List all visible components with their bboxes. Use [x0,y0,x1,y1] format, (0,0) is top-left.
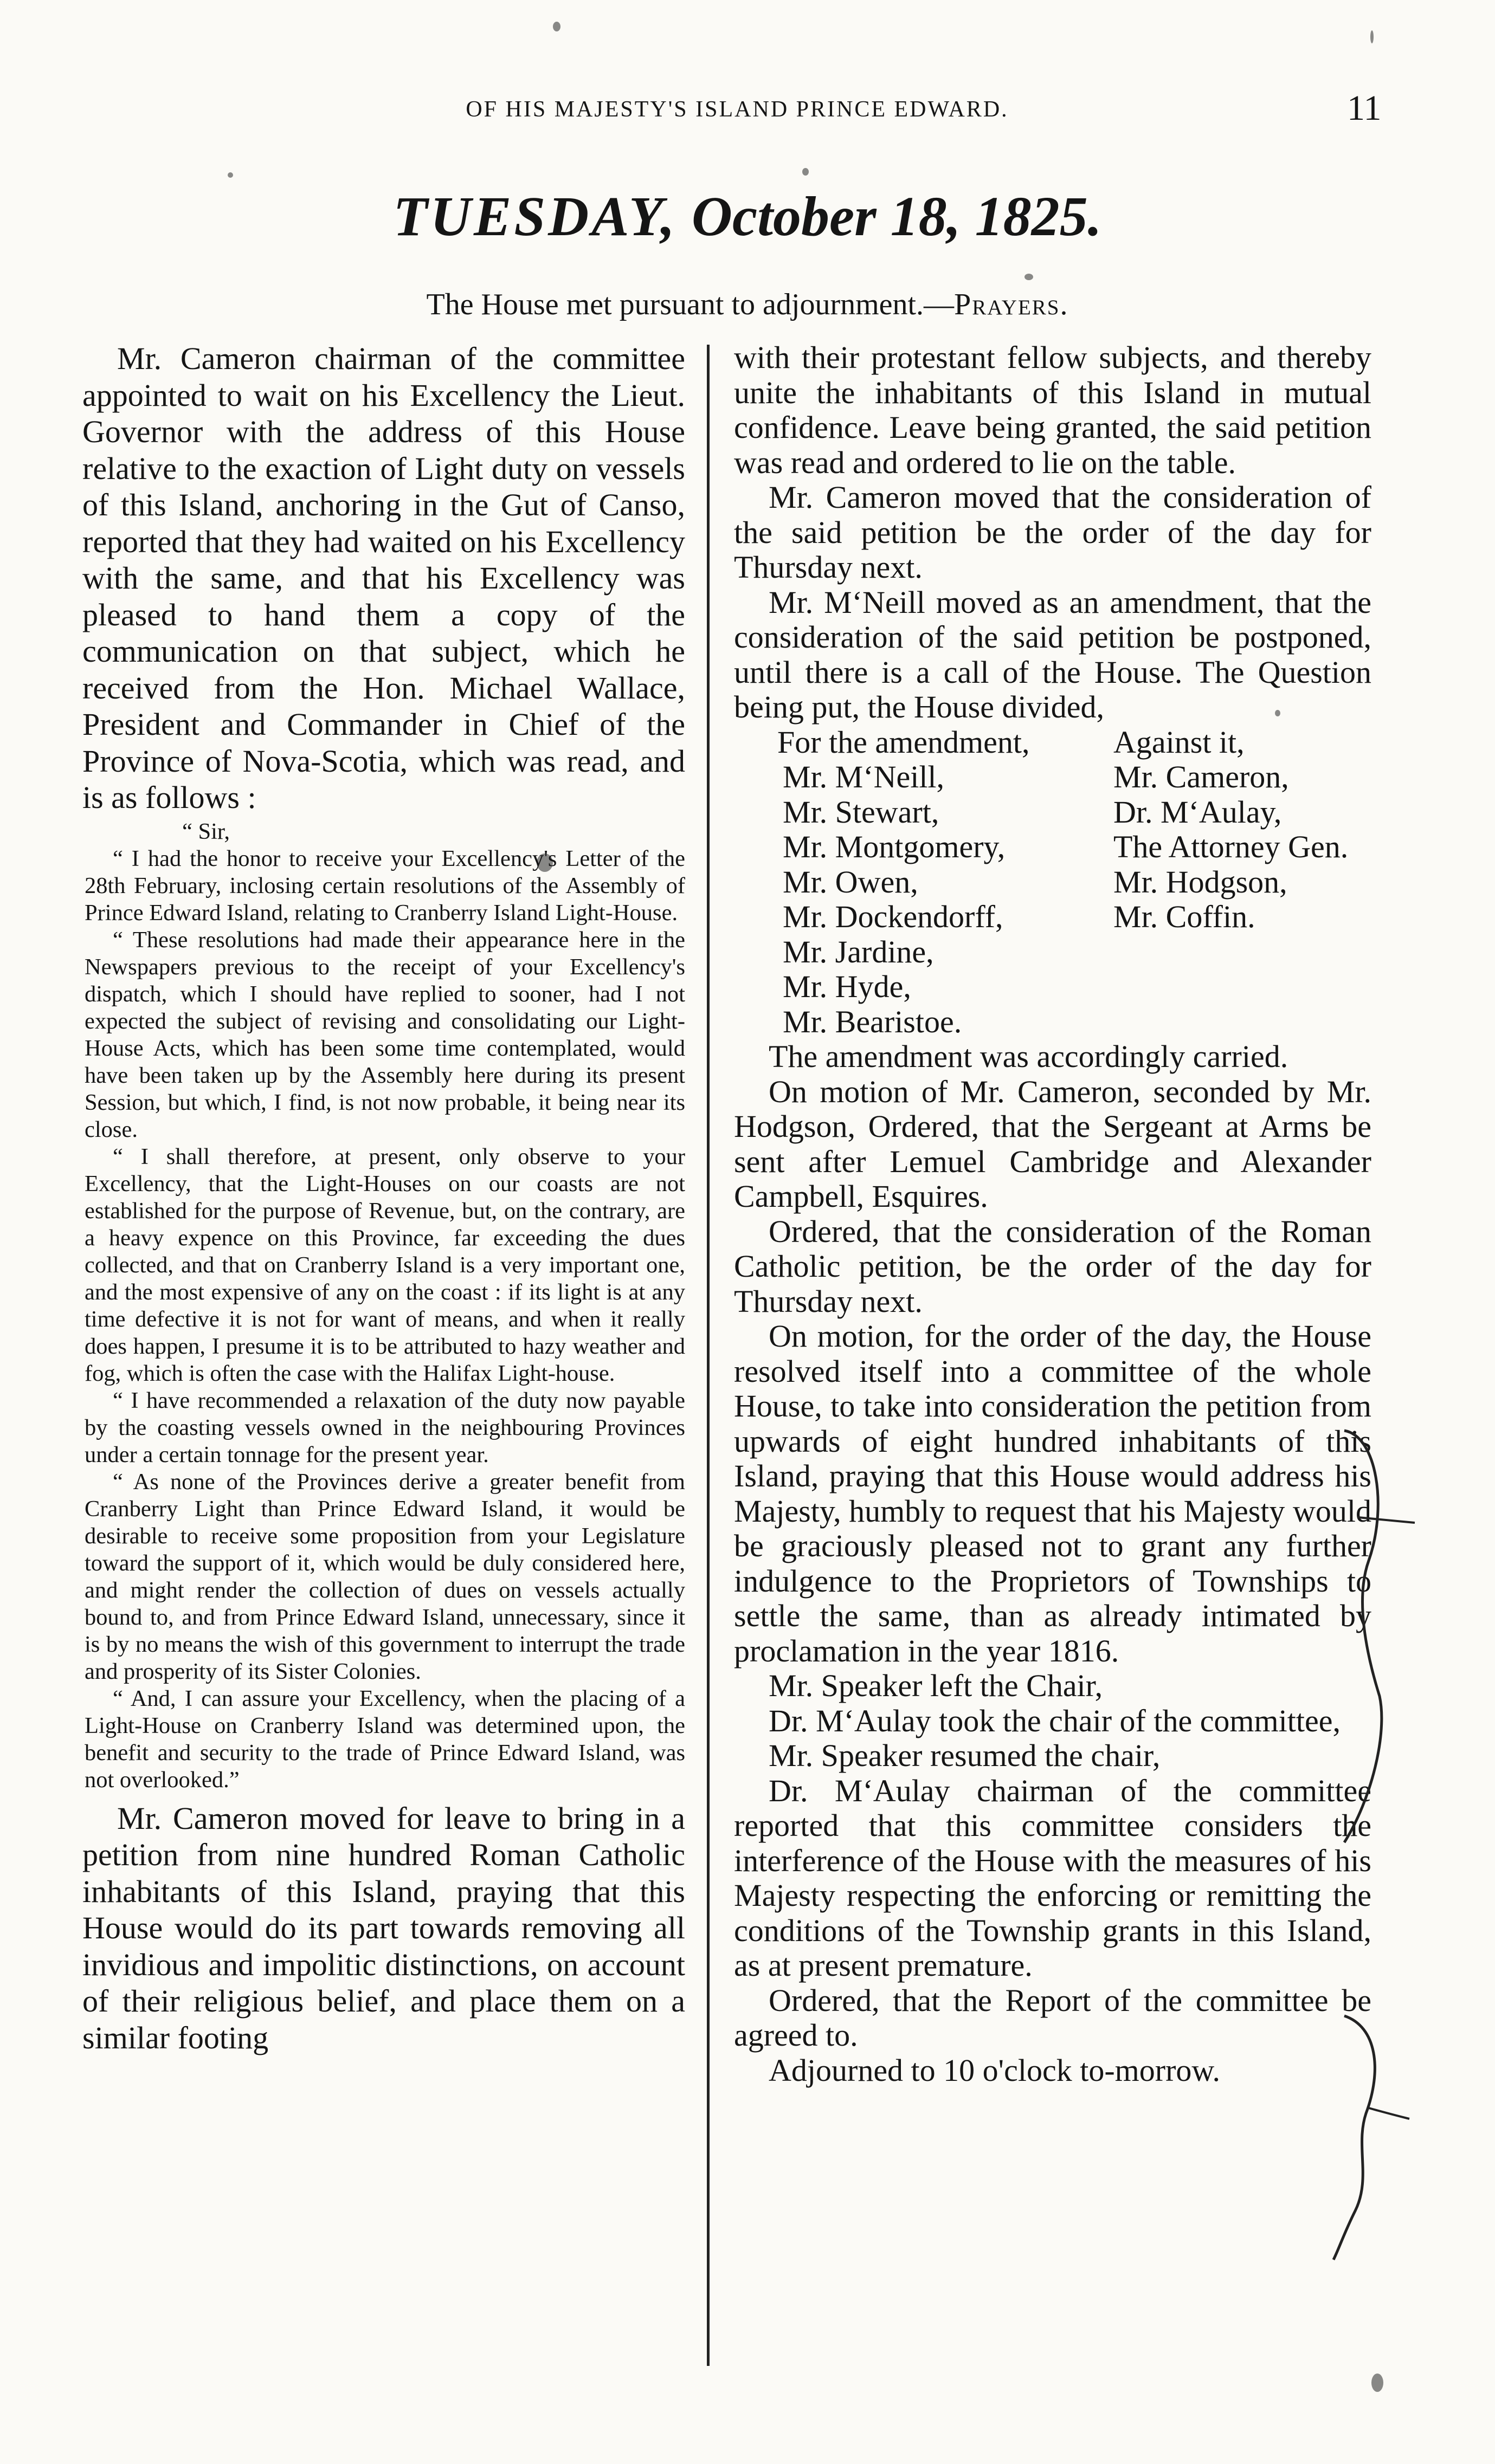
letter-paragraph: “ These resolutions had made their appearance here in the Newspapers previous to the receipt of your Excellency's dispatch, which I should have replied to sooner, had I not expected the subject of revising and consolidating our Light-House Acts, which has been some time contemplated, would have been taken up by the Assembly here during its present Session, but which, I find, is not now probable, it being near its close. [85,927,685,1142]
vote-for: Mr. Stewart, [783,794,939,830]
vote-against: Dr. M‘Aulay, [1113,794,1282,830]
vote-for: Mr. Dockendorff, [783,899,1003,934]
against-label: Against it, [1113,724,1245,760]
date-rest: October 18, 1825. [691,185,1102,248]
letter-paragraph: “ As none of the Provinces derive a greater benefit from Cranberry Light than Prince Edward Island, it would be desirable to receive some proposition from your Legislature toward the support of it, which would be duly considered here, and might render the collection of dues on vessels actually bound to, and from Prince Edward Island, unnecessary, since it is by no means the wish of this government to interrupt the trade and prosperity of its Sister Colonies. [85,1469,685,1684]
running-title: OF HIS MAJESTY'S ISLAND PRINCE EDWARD. [466,97,1009,122]
vote-for: Mr. Hyde, [783,969,911,1004]
vote-against: The Attorney Gen. [1113,829,1349,864]
vote-for: Mr. M‘Neill, [783,759,945,794]
paragraph-petition-motion: Mr. Cameron moved for leave to bring in a petition from nine hundred Roman Catholic inhabitants of this Island, praying that this House would do its part towards removing all invidious and impolitic distinctions, on account of their religious belief, and place them on a similar footing [82,1800,685,2055]
letter-paragraph: “ I shall therefore, at present, only observe to your Excellency, that the Light-Houses on our coasts are not established for the purpose of Revenue, but, on the contrary, are a heavy expence on this Province, far exceeding the dues collected, and that on Cranberry Island is a very important one, and the most expensive of any on the coast : if its light is at any time defective it is not for want of means, and when it really does happen, I presume it is to be attributed to hazy weather and fog, which is often the case with the Halifax Light-house. [85,1143,685,1386]
vote-for: Mr. Owen, [783,864,918,900]
for-amendment-label: For the amendment, [777,724,1030,760]
paragraph-speaker-left: Mr. Speaker left the Chair, [769,1668,1103,1703]
vote-against: Mr. Coffin. [1113,899,1255,934]
prayers-label: Prayers. [954,288,1069,321]
paragraph-adjourned: Adjourned to 10 o'clock to-morrow. [769,2052,1221,2088]
page-number: 11 [1347,88,1382,128]
paragraph-petition-continued: with their protestant fellow subjects, and thereby unite the inhabitants of this Island in mutual confidence. Leave being granted, the said petition was read and ordered to lie on the table. [734,340,1371,480]
paragraph-amendment-carried: The amendment was accordingly carried. [769,1039,1288,1074]
paragraph-committee-report: Dr. M‘Aulay chairman of the committee reported that this committee considers the interference of the House with the measures of his Majesty respecting the enforcing or remitting the conditions of the Township grants in this Island, as at present premature. [734,1773,1371,1983]
paragraph-report-agreed: Ordered, that the Report of the committee be agreed to. [734,1982,1371,2053]
letter-salutation: “ Sir, [182,818,230,844]
paragraph-sergeant-order: On motion of Mr. Cameron, seconded by Mr. Hodgson, Ordered, that the Sergeant at Arms be sent after Lemuel Cambridge and Alexander Campbell, Esquires. [734,1073,1371,1214]
vote-for: Mr. Montgomery, [783,829,1006,864]
opening-text: The House met pursuant to adjournment.— [426,288,955,321]
paragraph-mcaulay-chair: Dr. M‘Aulay took the chair of the committee, [769,1703,1341,1738]
letter-paragraph: “ I had the honor to receive your Excellency's Letter of the 28th February, inclosing certain resolutions of the Assembly of Prince Edward Island, relating to Cranberry Island Light-House. [85,845,685,926]
date-day: TUESDAY, [393,185,678,248]
paragraph-speaker-resumed: Mr. Speaker resumed the chair, [769,1738,1161,1773]
paragraph-petition-order: Ordered, that the consideration of the Roman Catholic petition, be the order of the day for Thursday next. [734,1213,1371,1319]
paragraph-committee-report: Mr. Cameron chairman of the committee appointed to wait on his Excellency the Lieut. Governor with the address of this House relative to the exaction of Light duty on vessels of this Island, anchoring in the Gut of Canso, reported that they had waited on his Excellency with the same, and that his Excellency was pleased to hand them a copy of the communication on that subject, which he received from the Hon. Michael Wallace, President and Commander in Chief of the Province of Nova-Scotia, which was read, and is as follows : [82,341,685,815]
letter-paragraph: “ And, I can assure your Excellency, when the placing of a Light-House on Cranberry Island was determined upon, the benefit and security to the trade of Prince Edward Island, was not overlooked.” [85,1685,685,1793]
paragraph-committee-of-whole: On motion, for the order of the day, the House resolved itself into a committee of the whole House, to take into consideration the petition from upwards of eight hundred inhabitants of this Island, praying that this House would address his Majesty, humbly to request that his Majesty would be graciously pleased not to grant any further indulgence to the Proprietors of Townships to settle the same, than as already intimated by proclamation in the year 1816. [734,1318,1371,1668]
vote-for: Mr. Bearistoe. [783,1004,962,1039]
letter-paragraph: “ I have recommended a relaxation of the duty now payable by the coasting vessels owned in the neighbouring Provinces under a certain tonnage for the present year. [85,1387,685,1467]
vote-against: Mr. Cameron, [1113,759,1289,794]
vote-against: Mr. Hodgson, [1113,864,1287,900]
paragraph-cameron-motion: Mr. Cameron moved that the consideration of the said petition be the order of the day for Thursday next. [734,480,1371,585]
vote-for: Mr. Jardine, [783,934,934,969]
paragraph-mcneill-amendment: Mr. M‘Neill moved as an amendment, that the consideration of the said petition be postponed, until there is a call of the House. The Question being put, the House divided, [734,584,1371,725]
